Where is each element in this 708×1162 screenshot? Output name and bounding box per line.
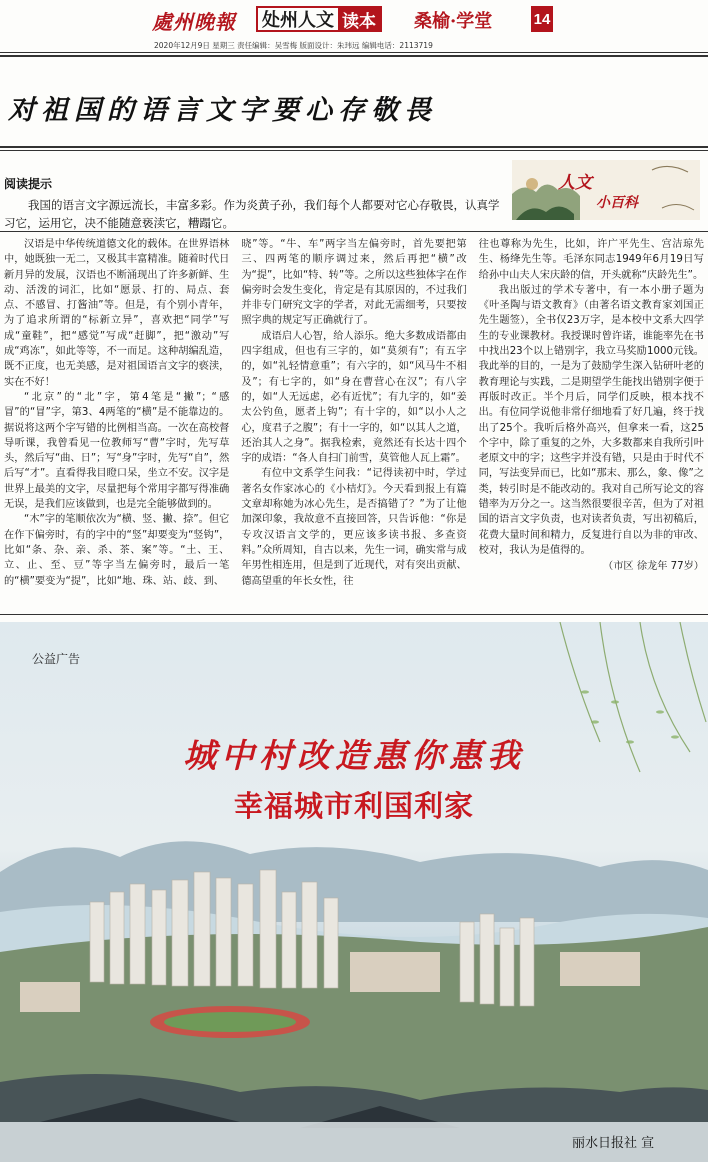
lead-text: 我国的语言文字源远流长，丰富多彩。作为炎黄子孙，我们每个人都要对它心存敬畏，认真学习它，运用它，决不能随意亵渎它，糟蹋它。	[4, 198, 500, 230]
column-box	[256, 6, 382, 32]
page-number: 14	[531, 6, 553, 32]
divider-top-thick	[0, 55, 708, 57]
ad-label: 公益广告	[32, 652, 81, 666]
divider-headline-thin	[0, 150, 708, 151]
divider-lead	[0, 231, 708, 232]
masthead	[0, 0, 708, 40]
paragraph: “木”字的笔顺依次为“横、竖、撇、捺”。但它在作下偏旁时，有的字中的“竖”却要变为“竖钩”，比如“条、杂、亲、杀、茶、案”等。“土、王、立、止、至、豆”等字当左偏旁时，最后一笔的“横”要变为“提”，比如“地、珠、站、歧、到、	[4, 514, 230, 587]
meta-line: 2020年12月9日 星期三 责任编辑：吴雪梅 版面设计：朱玮远 编辑电话：2113719	[154, 41, 433, 50]
ad-sponsor: 丽水日报社 宣	[572, 1136, 655, 1151]
paragraph: 往也尊称为先生，比如，许广平先生、宫洁琼先生、杨绛先生等。毛泽东同志1949年6月19日写给孙中山夫人宋庆龄的信，开头就称“庆龄先生”。	[478, 239, 704, 281]
paragraph: 我出版过的学术专著中，有一本小册子题为《叶圣陶与语文教育》（由著名语文教育家刘国正先生题签），全书仅23万字，是本校中文系大四学生的专业课教材。我授课时曾许诺，谁能率先在书中找出23个以上错别字，我立马奖励1000元钱。我此举的目的，一是为了鼓励学生深入钻研叶老的教育理论与实践，二是期望学生能找出错别字便于再版时改正。半个月后，同学们反映，根本找不出。有位同学说他非常仔细地看了好几遍，终于找出了25个。我听后格外高兴，但拿来一看，这25个字中，除了重复的之外，大多数都来自我所引叶老原文中的字；这些字并没有错，只是由于时代不同，写法变异而已，比如“那末、那么，象、像”之类，转引时是不能改动的。我对自己所写论文的容错率为万分之一。这当然很要很辛苦，但为了对祖国的语言文字负责，也对读者负责，写出初稿后，花费大量时间和精力，反复进行自以为非的审改、校对，我认为是值得的。	[478, 284, 704, 556]
corner-label-2: 小百科	[596, 195, 638, 211]
paragraph: 有位中文系学生问我：“记得读初中时，学过著名女作家冰心的《小桔灯》。今天看到报上有篇文章却称她为冰心先生，是否搞错了？”为了让他加深印象，我故意不直接回答，只告诉他：“你是专攻汉语言文学的，更应该多读书报、多查资料。”众所周知，自古以来，先生一词，确实常与成年男性相连用，但是到了近现代，对有突出贡献、德高望重的年长女性，往	[241, 468, 467, 587]
ad-slogan-1: 城中村改造惠你惠我	[183, 736, 525, 775]
article-column-1	[4, 237, 229, 609]
paper-name: 處州晚報	[152, 10, 236, 34]
article-column-2	[241, 237, 466, 609]
corner-label-1: 人文	[558, 173, 592, 193]
article-body	[4, 237, 704, 609]
paragraph: 汉语是中华传统道德文化的载体。在世界语林中，她既独一无二，又极其丰富精准。随着时代日新月异的发展，汉语也不断涌现出了许多新鲜、生动、活泼的词汇，比如“愿景、打的、局点、套点、不感冒、打酱油”等。但是，有个别小青年，为了追求所谓的“标新立异”，喜欢把“同学”写成“童鞋”，把“感觉”写成“赶脚”，把“激动”写成“鸡冻”，如此等等，不一而足。这种胡编乱造，既不正度，也无美感，是对祖国语言文字的亵渎，实在不好！	[4, 239, 230, 388]
paragraph: 成语启人心智，给人添乐。绝大多数成语都由四字组成，但也有三字的，如“莫须有”；有五字的，如“礼轻情意重”；有六字的，如“风马牛不相及”；有七字的，如“身在曹营心在汉”；有八字的，如“人无远虑，必有近忧”；有九字的，如“姜太公钓鱼，愿者上钩”；有十字的，如“以小人之心，度君子之腹”；有十一字的，如“以其人之道，还治其人之身”。据我检索，竟然还有长达十四个字的成语：“各人自扫门前雪，莫管他人瓦上霜”。	[241, 330, 467, 465]
corner-illustration	[512, 160, 700, 220]
section-name: 桑榆·学堂	[414, 11, 493, 32]
byline: （市区 徐龙年 77岁）	[603, 561, 704, 573]
ad-city-illustration	[0, 622, 708, 1162]
public-service-ad	[0, 622, 708, 1162]
divider-headline	[0, 146, 708, 148]
column-name: 处州人文	[262, 10, 334, 31]
paragraph: “北京”的“北”字，第4笔是“撇”；“感冒”的“冒”字，第3、4两笔的“横”是不能靠边的。据说将这两个字写错的比例相当高。一次在高校督导听课，我曾看见一位教师写“曹”字时，先写草头，然后写“曲、日”；写“身”字时，先写“自”，然后写“才”。直看得我目瞪口呆，坐立不安。汉字是世界上最美的文字，尽量把每个常用字都写得准确无误，是我们应该做到，也是完全能够做到的。	[4, 391, 230, 511]
ad-slogan-2: 幸福城市利国利家	[233, 789, 474, 823]
headline: 对祖国的语言文字要心存敬畏	[8, 95, 437, 126]
column-tag: 读本	[338, 8, 380, 30]
divider-top	[0, 52, 708, 53]
article-column-3	[479, 237, 704, 609]
paragraph: 晓”等。“牛、车”两字当左偏旁时，首先要把第三、四两笔的顺序调过来，然后再把“横”改为“提”，比如“特、转”等。之所以这些独体字在作偏旁时会发生变化，肯定是有其原因的，不过我们并非专门研究文字的学者，对此无需细考，只要按照字典的规定写正确就行了。	[241, 239, 467, 327]
lead-label: 阅读提示	[4, 177, 53, 191]
divider-ad	[0, 614, 708, 615]
